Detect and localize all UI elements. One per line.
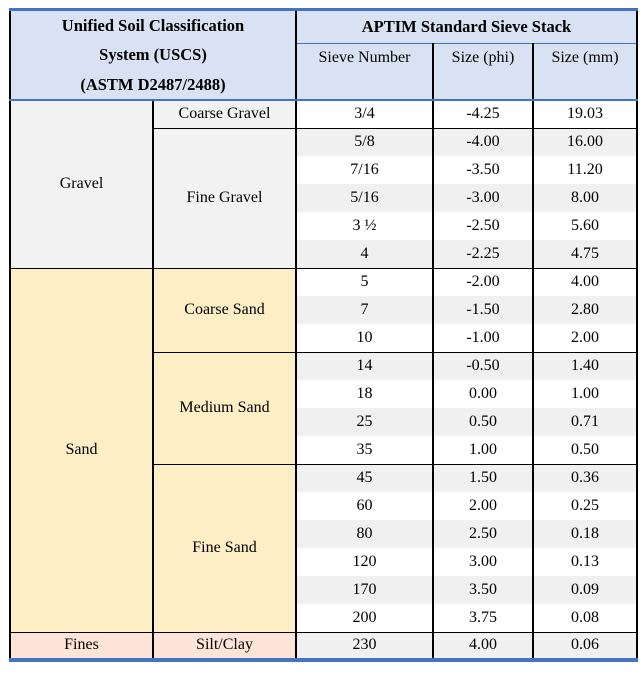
uscs-title-line-1: Unified Soil Classification <box>61 16 245 35</box>
size-phi-cell: -2.00 <box>433 268 533 296</box>
sieve-classification-table <box>9 8 638 662</box>
table-row <box>10 100 637 128</box>
size-phi-cell: 3.50 <box>433 576 533 604</box>
sieve-number-cell: 35 <box>296 436 433 464</box>
sieve-number-cell: 120 <box>296 548 433 576</box>
sieve-number-cell: 45 <box>296 464 433 492</box>
table-row <box>10 268 637 296</box>
uscs-subgroup-cell: Fine Gravel <box>153 128 296 268</box>
size-phi-cell: 4.00 <box>433 632 533 660</box>
sieve-number-cell: 5/8 <box>296 128 433 156</box>
size-mm-cell: 0.25 <box>533 492 637 520</box>
size-mm-cell: 4.75 <box>533 240 637 268</box>
size-mm-cell: 19.03 <box>533 100 637 128</box>
table-body <box>10 100 637 660</box>
column-header-sieve-number: Sieve Number <box>296 43 433 100</box>
uscs-subgroup-cell: Silt/Clay <box>153 632 296 660</box>
size-phi-cell: -3.00 <box>433 184 533 212</box>
size-mm-cell: 0.09 <box>533 576 637 604</box>
size-mm-cell: 0.08 <box>533 604 637 632</box>
sieve-number-cell: 14 <box>296 352 433 380</box>
sieve-number-cell: 80 <box>296 520 433 548</box>
size-phi-cell: -4.25 <box>433 100 533 128</box>
size-phi-cell: 1.00 <box>433 436 533 464</box>
size-phi-cell: 2.50 <box>433 520 533 548</box>
size-mm-cell: 11.20 <box>533 156 637 184</box>
size-phi-cell: 3.00 <box>433 548 533 576</box>
sieve-number-cell: 5 <box>296 268 433 296</box>
sieve-number-cell: 230 <box>296 632 433 660</box>
size-phi-cell: 0.00 <box>433 380 533 408</box>
size-phi-cell: -4.00 <box>433 128 533 156</box>
uscs-category-cell: Fines <box>10 632 153 660</box>
size-mm-cell: 0.50 <box>533 436 637 464</box>
size-phi-cell: -1.50 <box>433 296 533 324</box>
uscs-subgroup-cell: Coarse Gravel <box>153 100 296 128</box>
uscs-title-line-2: System (USCS) <box>99 45 207 65</box>
size-phi-cell: 1.50 <box>433 464 533 492</box>
sieve-number-cell: 7/16 <box>296 156 433 184</box>
sieve-stack-header-cell: APTIM Standard Sieve Stack <box>296 10 637 44</box>
size-phi-cell: -0.50 <box>433 352 533 380</box>
sieve-number-cell: 7 <box>296 296 433 324</box>
uscs-category-cell: Gravel <box>10 100 153 268</box>
uscs-subgroup-cell: Coarse Sand <box>153 268 296 352</box>
sieve-number-cell: 170 <box>296 576 433 604</box>
sieve-number-cell: 3 ½ <box>296 212 433 240</box>
size-phi-cell: -3.50 <box>433 156 533 184</box>
size-phi-cell: -2.50 <box>433 212 533 240</box>
size-mm-cell: 0.06 <box>533 632 637 660</box>
size-mm-cell: 16.00 <box>533 128 637 156</box>
column-header-size-mm: Size (mm) <box>533 43 637 100</box>
size-mm-cell: 2.80 <box>533 296 637 324</box>
sieve-number-cell: 3/4 <box>296 100 433 128</box>
size-mm-cell: 0.18 <box>533 520 637 548</box>
uscs-category-cell: Sand <box>10 268 153 632</box>
size-phi-cell: 3.75 <box>433 604 533 632</box>
uscs-subgroup-cell: Medium Sand <box>153 352 296 464</box>
table-header <box>10 10 637 101</box>
table-row <box>10 632 637 660</box>
size-phi-cell: -1.00 <box>433 324 533 352</box>
size-mm-cell: 5.60 <box>533 212 637 240</box>
size-phi-cell: -2.25 <box>433 240 533 268</box>
sieve-number-cell: 200 <box>296 604 433 632</box>
size-mm-cell: 4.00 <box>533 268 637 296</box>
sieve-number-cell: 4 <box>296 240 433 268</box>
sieve-number-cell: 60 <box>296 492 433 520</box>
size-phi-cell: 2.00 <box>433 492 533 520</box>
uscs-subgroup-cell: Fine Sand <box>153 464 296 632</box>
size-mm-cell: 8.00 <box>533 184 637 212</box>
size-mm-cell: 1.00 <box>533 380 637 408</box>
sieve-number-cell: 18 <box>296 380 433 408</box>
size-phi-cell: 0.50 <box>433 408 533 436</box>
uscs-header-cell <box>10 10 296 101</box>
sieve-number-cell: 10 <box>296 324 433 352</box>
size-mm-cell: 0.71 <box>533 408 637 436</box>
size-mm-cell: 2.00 <box>533 324 637 352</box>
column-header-size-phi: Size (phi) <box>433 43 533 100</box>
size-mm-cell: 0.36 <box>533 464 637 492</box>
sieve-number-cell: 25 <box>296 408 433 436</box>
size-mm-cell: 1.40 <box>533 352 637 380</box>
size-mm-cell: 0.13 <box>533 548 637 576</box>
sieve-number-cell: 5/16 <box>296 184 433 212</box>
uscs-title-line-3: (ASTM D2487/2488) <box>80 74 226 94</box>
